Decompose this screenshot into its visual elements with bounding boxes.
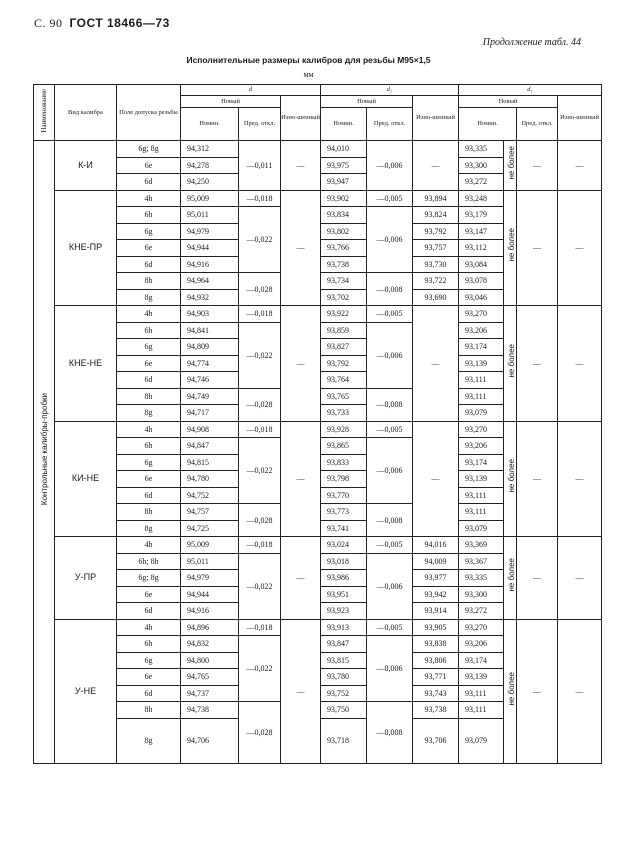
d2-deviation: —0,008 xyxy=(367,702,413,764)
d2-nominal: 93,741 xyxy=(321,520,367,537)
d1-limit-cell xyxy=(504,421,517,537)
tolerance-field: 6e xyxy=(117,240,181,257)
d2-nominal: 93,947 xyxy=(321,174,367,191)
d-nominal: 94,752 xyxy=(181,487,239,504)
d2-deviation: —0,008 xyxy=(367,273,413,306)
d1-nominal: 93,139 xyxy=(459,355,504,372)
ne-bolee-label: не более xyxy=(507,671,517,706)
d2-nominal: 93,018 xyxy=(321,553,367,570)
tolerance-field: 6d xyxy=(117,685,181,702)
d2-worn: 93,792 xyxy=(413,223,459,240)
d2-worn: 93,730 xyxy=(413,256,459,273)
d1-worn: — xyxy=(558,190,602,306)
col-d2: d₂ xyxy=(321,85,459,96)
d1-nominal: 93,079 xyxy=(459,718,504,763)
d1-worn: — xyxy=(558,421,602,537)
d1-nominal: 93,079 xyxy=(459,405,504,422)
table-row xyxy=(34,141,602,158)
tolerance-field: 6d xyxy=(117,603,181,620)
d-deviation: —0,018 xyxy=(239,190,281,207)
d2-deviation: —0,006 xyxy=(367,141,413,191)
d2-deviation: —0,005 xyxy=(367,421,413,438)
tolerance-field: 4h xyxy=(117,306,181,323)
d-nominal: 94,809 xyxy=(181,339,239,356)
d1-deviation: — xyxy=(517,537,558,620)
d2-nominal: 93,734 xyxy=(321,273,367,290)
d2-nominal: 93,752 xyxy=(321,685,367,702)
ne-bolee-label: не более xyxy=(507,343,517,378)
d2-worn: — xyxy=(413,141,459,191)
gauge-kind: КНЕ-ПР xyxy=(55,190,117,306)
d1-nominal: 93,270 xyxy=(459,421,504,438)
d2-worn: 93,690 xyxy=(413,289,459,306)
d1-nominal: 93,174 xyxy=(459,454,504,471)
col-name: Наименование xyxy=(40,89,48,133)
col-d1-new: Новый xyxy=(459,96,558,108)
d2-worn: 94,009 xyxy=(413,553,459,570)
d2-nominal: 93,733 xyxy=(321,405,367,422)
d-worn: — xyxy=(281,141,321,191)
table-row xyxy=(34,619,602,636)
page-header xyxy=(34,16,170,31)
d2-nominal: 93,859 xyxy=(321,322,367,339)
tolerance-field: 8g xyxy=(117,520,181,537)
d1-nominal: 93,335 xyxy=(459,570,504,587)
tolerance-field: 6e xyxy=(117,586,181,603)
d-nominal: 94,737 xyxy=(181,685,239,702)
col-d2-nom: Номин. xyxy=(321,108,367,141)
d-worn: — xyxy=(281,537,321,620)
d1-nominal: 93,272 xyxy=(459,174,504,191)
table-body xyxy=(34,141,602,764)
d-deviation: —0,022 xyxy=(239,207,281,273)
d1-worn: — xyxy=(558,537,602,620)
d2-worn: 93,722 xyxy=(413,273,459,290)
d2-worn: 93,942 xyxy=(413,586,459,603)
tolerance-field: 6g xyxy=(117,339,181,356)
tolerance-field: 6d xyxy=(117,372,181,389)
tolerance-field: 6d xyxy=(117,174,181,191)
d2-nominal: 93,986 xyxy=(321,570,367,587)
page-number: С. 90 xyxy=(34,16,63,30)
d2-nominal: 94,010 xyxy=(321,141,367,158)
d2-nominal: 93,834 xyxy=(321,207,367,224)
d2-deviation: —0,006 xyxy=(367,207,413,273)
d2-nominal: 93,798 xyxy=(321,471,367,488)
tolerance-field: 8g xyxy=(117,405,181,422)
d2-nominal: 93,975 xyxy=(321,157,367,174)
col-d2-new: Новый xyxy=(321,96,413,108)
d-deviation: —0,022 xyxy=(239,438,281,504)
d2-deviation: —0,005 xyxy=(367,306,413,323)
d1-nominal: 93,079 xyxy=(459,520,504,537)
d-deviation: —0,011 xyxy=(239,141,281,191)
d-deviation: —0,018 xyxy=(239,619,281,636)
tolerance-field: 6h; 8h xyxy=(117,553,181,570)
d-nominal: 94,717 xyxy=(181,405,239,422)
d2-worn: 93,738 xyxy=(413,702,459,719)
group-label-cell xyxy=(34,141,55,764)
d2-nominal: 93,928 xyxy=(321,421,367,438)
tolerance-field: 4h xyxy=(117,619,181,636)
tolerance-field: 6e xyxy=(117,355,181,372)
d-nominal: 94,847 xyxy=(181,438,239,455)
d-nominal: 94,916 xyxy=(181,603,239,620)
d2-nominal: 93,923 xyxy=(321,603,367,620)
d2-deviation: —0,008 xyxy=(367,388,413,421)
d2-worn: 93,977 xyxy=(413,570,459,587)
gauge-kind: У-НЕ xyxy=(55,619,117,763)
tolerance-field: 6h xyxy=(117,438,181,455)
d-worn: — xyxy=(281,190,321,306)
tolerance-field: 6h xyxy=(117,207,181,224)
d1-nominal: 93,174 xyxy=(459,652,504,669)
d-nominal: 94,979 xyxy=(181,570,239,587)
d2-nominal: 93,780 xyxy=(321,669,367,686)
d1-nominal: 93,139 xyxy=(459,471,504,488)
d-nominal: 95,009 xyxy=(181,537,239,554)
d2-nominal: 93,902 xyxy=(321,190,367,207)
dimensions-table xyxy=(33,84,602,764)
col-kind: Вид калибра xyxy=(55,85,117,141)
d-nominal: 94,815 xyxy=(181,454,239,471)
d2-nominal: 93,815 xyxy=(321,652,367,669)
d1-nominal: 93,300 xyxy=(459,157,504,174)
d1-limit-cell xyxy=(504,141,517,191)
d1-limit-cell xyxy=(504,190,517,306)
d2-deviation: —0,005 xyxy=(367,537,413,554)
d-nominal: 94,749 xyxy=(181,388,239,405)
d1-nominal: 93,111 xyxy=(459,685,504,702)
d2-deviation: —0,006 xyxy=(367,438,413,504)
d-deviation: —0,028 xyxy=(239,702,281,764)
d-worn: — xyxy=(281,619,321,763)
d-nominal: 94,896 xyxy=(181,619,239,636)
d1-worn: — xyxy=(558,306,602,422)
tolerance-field: 6g xyxy=(117,454,181,471)
d1-nominal: 93,335 xyxy=(459,141,504,158)
d-nominal: 94,780 xyxy=(181,471,239,488)
d2-nominal: 93,913 xyxy=(321,619,367,636)
tolerance-field: 8g xyxy=(117,718,181,763)
d-deviation: —0,022 xyxy=(239,553,281,619)
d1-worn: — xyxy=(558,141,602,191)
d2-nominal: 93,750 xyxy=(321,702,367,719)
d1-nominal: 93,111 xyxy=(459,702,504,719)
col-d: d xyxy=(181,85,321,96)
d2-nominal: 93,765 xyxy=(321,388,367,405)
d-nominal: 94,312 xyxy=(181,141,239,158)
col-d1-dev: Пред. откл. xyxy=(517,108,558,141)
d2-nominal: 93,922 xyxy=(321,306,367,323)
ne-bolee-label: не более xyxy=(507,459,517,493)
tolerance-field: 8h xyxy=(117,504,181,521)
d1-deviation: — xyxy=(517,190,558,306)
table-row xyxy=(34,306,602,323)
tolerance-field: 6g xyxy=(117,223,181,240)
d-deviation: —0,018 xyxy=(239,421,281,438)
table-header xyxy=(34,85,602,141)
d1-limit-cell xyxy=(504,306,517,422)
d-nominal: 94,944 xyxy=(181,586,239,603)
d-deviation: —0,028 xyxy=(239,504,281,537)
ne-bolee-label: не более xyxy=(507,558,517,592)
d2-worn: 93,838 xyxy=(413,636,459,653)
col-tol: Поле допуска резьбы xyxy=(117,85,181,141)
gauge-kind: К-И xyxy=(55,141,117,191)
d2-nominal: 93,702 xyxy=(321,289,367,306)
d2-worn: 93,771 xyxy=(413,669,459,686)
group-label: Контрольные калибры-пробки xyxy=(39,393,49,506)
d-deviation: —0,018 xyxy=(239,537,281,554)
d-nominal: 95,011 xyxy=(181,553,239,570)
d1-nominal: 93,179 xyxy=(459,207,504,224)
d-nominal: 94,725 xyxy=(181,520,239,537)
tolerance-field: 8h xyxy=(117,702,181,719)
table-row xyxy=(34,190,602,207)
tolerance-field: 6h xyxy=(117,322,181,339)
tolerance-field: 6e xyxy=(117,669,181,686)
d2-nominal: 93,764 xyxy=(321,372,367,389)
table-row xyxy=(34,421,602,438)
d1-nominal: 93,147 xyxy=(459,223,504,240)
d2-nominal: 93,865 xyxy=(321,438,367,455)
col-d-worn: Изно-шенный xyxy=(281,96,321,141)
d1-nominal: 93,270 xyxy=(459,306,504,323)
d-nominal: 95,011 xyxy=(181,207,239,224)
d2-nominal: 93,833 xyxy=(321,454,367,471)
d1-deviation: — xyxy=(517,141,558,191)
d1-nominal: 93,111 xyxy=(459,504,504,521)
col-d-nom: Номин. xyxy=(181,108,239,141)
d-nominal: 94,932 xyxy=(181,289,239,306)
tolerance-field: 4h xyxy=(117,421,181,438)
d2-worn: 93,757 xyxy=(413,240,459,257)
d2-worn: 93,914 xyxy=(413,603,459,620)
d1-nominal: 93,206 xyxy=(459,636,504,653)
d1-deviation: — xyxy=(517,619,558,763)
col-d1: d₁ xyxy=(459,85,602,96)
d-deviation: —0,028 xyxy=(239,273,281,306)
d1-nominal: 93,369 xyxy=(459,537,504,554)
col-d-dev: Пред. откл. xyxy=(239,108,281,141)
d1-deviation: — xyxy=(517,306,558,422)
d-nominal: 94,774 xyxy=(181,355,239,372)
col-d2-worn: Изно-шенный xyxy=(413,96,459,141)
tolerance-field: 6d xyxy=(117,487,181,504)
d-deviation: —0,018 xyxy=(239,306,281,323)
d-nominal: 95,009 xyxy=(181,190,239,207)
table-continuation: Продолжение табл. 44 xyxy=(482,37,581,48)
d-nominal: 94,964 xyxy=(181,273,239,290)
d1-deviation: — xyxy=(517,421,558,537)
d2-nominal: 93,770 xyxy=(321,487,367,504)
d2-nominal: 93,802 xyxy=(321,223,367,240)
d2-worn: 93,806 xyxy=(413,652,459,669)
d-nominal: 94,278 xyxy=(181,157,239,174)
table-title: Исполнительные размеры калибров для резьбы М95×1,5 xyxy=(186,55,431,65)
d-nominal: 94,757 xyxy=(181,504,239,521)
gauge-kind: У-ПР xyxy=(55,537,117,620)
d-deviation: —0,022 xyxy=(239,322,281,388)
col-d2-dev: Пред. откл. xyxy=(367,108,413,141)
d2-nominal: 93,024 xyxy=(321,537,367,554)
d2-nominal: 93,847 xyxy=(321,636,367,653)
d-nominal: 94,903 xyxy=(181,306,239,323)
d-nominal: 94,738 xyxy=(181,702,239,719)
d2-nominal: 93,773 xyxy=(321,504,367,521)
d-worn: — xyxy=(281,421,321,537)
d-nominal: 94,706 xyxy=(181,718,239,763)
col-d-new: Новый xyxy=(181,96,281,108)
d1-nominal: 93,300 xyxy=(459,586,504,603)
d2-nominal: 93,718 xyxy=(321,718,367,763)
d2-nominal: 93,792 xyxy=(321,355,367,372)
d2-worn: 94,016 xyxy=(413,537,459,554)
gauge-kind: КНЕ-НЕ xyxy=(55,306,117,422)
d1-limit-cell xyxy=(504,619,517,763)
d-nominal: 94,841 xyxy=(181,322,239,339)
d-nominal: 94,765 xyxy=(181,669,239,686)
d2-worn: — xyxy=(413,421,459,537)
d1-nominal: 93,174 xyxy=(459,339,504,356)
d2-deviation: —0,006 xyxy=(367,636,413,702)
d1-nominal: 93,111 xyxy=(459,388,504,405)
col-d1-nom: Номин. xyxy=(459,108,517,141)
d-deviation: —0,028 xyxy=(239,388,281,421)
unit-label: мм xyxy=(303,70,314,79)
tolerance-field: 8g xyxy=(117,289,181,306)
d2-nominal: 93,766 xyxy=(321,240,367,257)
d1-nominal: 93,367 xyxy=(459,553,504,570)
d-nominal: 94,746 xyxy=(181,372,239,389)
d1-nominal: 93,111 xyxy=(459,372,504,389)
tolerance-field: 6g; 8g xyxy=(117,141,181,158)
d2-worn: 93,894 xyxy=(413,190,459,207)
d1-nominal: 93,248 xyxy=(459,190,504,207)
d-nominal: 94,916 xyxy=(181,256,239,273)
d1-nominal: 93,078 xyxy=(459,273,504,290)
tolerance-field: 6e xyxy=(117,157,181,174)
tolerance-field: 8h xyxy=(117,388,181,405)
standard-number: ГОСТ 18466—73 xyxy=(69,16,170,30)
d2-deviation: —0,006 xyxy=(367,322,413,388)
d2-worn: — xyxy=(413,306,459,422)
col-d1-worn: Изно-шенный xyxy=(558,96,602,141)
d-nominal: 94,832 xyxy=(181,636,239,653)
d1-nominal: 93,270 xyxy=(459,619,504,636)
d-deviation: —0,022 xyxy=(239,636,281,702)
d1-nominal: 93,046 xyxy=(459,289,504,306)
tolerance-field: 6g xyxy=(117,652,181,669)
tolerance-field: 8h xyxy=(117,273,181,290)
ne-bolee-label: не более xyxy=(507,145,517,180)
d2-nominal: 93,951 xyxy=(321,586,367,603)
tolerance-field: 6g; 8g xyxy=(117,570,181,587)
d1-nominal: 93,272 xyxy=(459,603,504,620)
d2-deviation: —0,006 xyxy=(367,553,413,619)
d2-worn: 93,905 xyxy=(413,619,459,636)
d1-worn: — xyxy=(558,619,602,763)
d2-deviation: —0,008 xyxy=(367,504,413,537)
d2-deviation: —0,005 xyxy=(367,190,413,207)
d1-nominal: 93,111 xyxy=(459,487,504,504)
d-nominal: 94,800 xyxy=(181,652,239,669)
gauge-kind: КИ-НЕ xyxy=(55,421,117,537)
d1-nominal: 93,112 xyxy=(459,240,504,257)
d-nominal: 94,250 xyxy=(181,174,239,191)
d1-nominal: 93,139 xyxy=(459,669,504,686)
d1-nominal: 93,084 xyxy=(459,256,504,273)
d-nominal: 94,979 xyxy=(181,223,239,240)
tolerance-field: 6h xyxy=(117,636,181,653)
tolerance-field: 6e xyxy=(117,471,181,488)
d1-nominal: 93,206 xyxy=(459,438,504,455)
d1-limit-cell xyxy=(504,537,517,620)
d2-nominal: 93,738 xyxy=(321,256,367,273)
ne-bolee-label: не более xyxy=(507,228,517,262)
d-nominal: 94,944 xyxy=(181,240,239,257)
d-worn: — xyxy=(281,306,321,422)
d2-worn: 93,824 xyxy=(413,207,459,224)
tolerance-field: 4h xyxy=(117,537,181,554)
d2-worn: 93,743 xyxy=(413,685,459,702)
d2-deviation: —0,005 xyxy=(367,619,413,636)
d2-worn: 93,706 xyxy=(413,718,459,763)
d1-nominal: 93,206 xyxy=(459,322,504,339)
d2-nominal: 93,827 xyxy=(321,339,367,356)
tolerance-field: 4h xyxy=(117,190,181,207)
d-nominal: 94,908 xyxy=(181,421,239,438)
table-row xyxy=(34,537,602,554)
tolerance-field: 6d xyxy=(117,256,181,273)
